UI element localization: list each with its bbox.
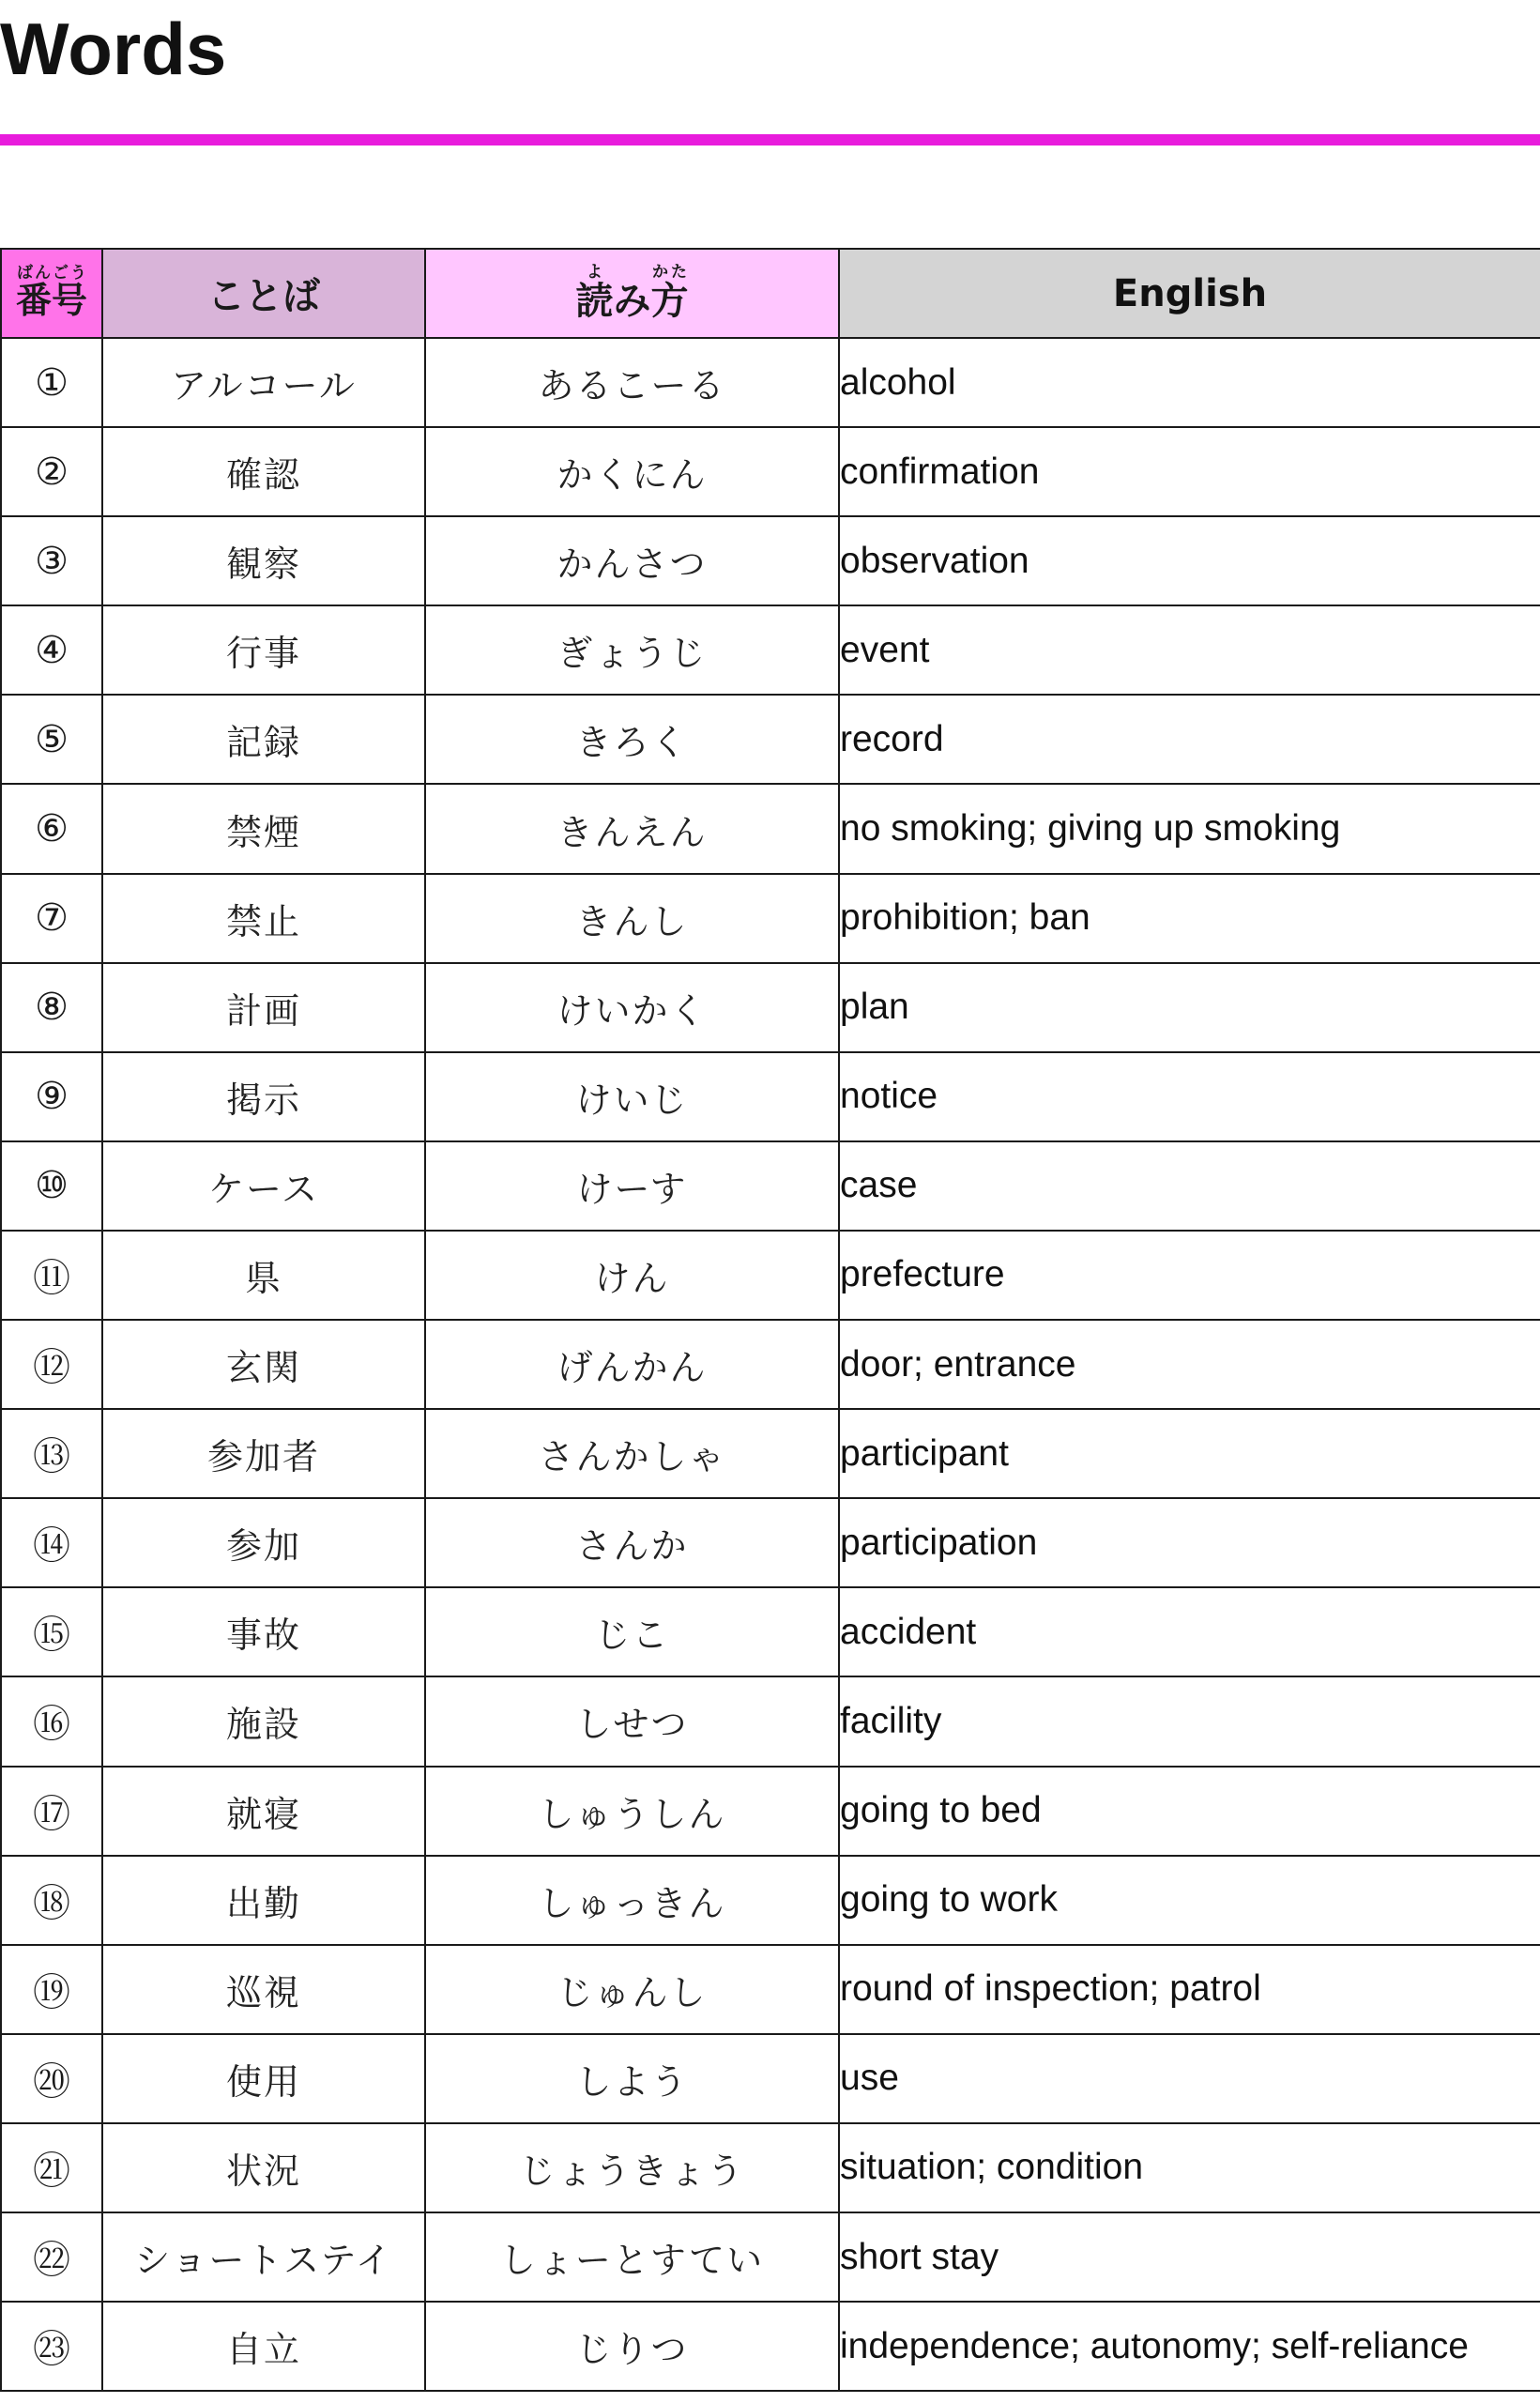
row-reading: しよう: [425, 2034, 839, 2123]
row-english: no smoking; giving up smoking: [839, 784, 1540, 873]
table-row: [1, 1052, 1540, 1141]
row-word: 就寝: [102, 1767, 425, 1856]
table-row: [1, 963, 1540, 1052]
table-row: [1, 1676, 1540, 1766]
row-english: prefecture: [839, 1231, 1540, 1320]
row-number: ㉑: [1, 2123, 102, 2212]
table-row: [1, 2123, 1540, 2212]
table-row: [1, 516, 1540, 605]
row-reading: さんかしゃ: [425, 1409, 839, 1498]
row-word: 事故: [102, 1587, 425, 1676]
row-english: accident: [839, 1587, 1540, 1676]
row-word: 禁煙: [102, 784, 425, 873]
row-number: ⑮: [1, 1587, 102, 1676]
row-reading: けいかく: [425, 963, 839, 1052]
row-word: 使用: [102, 2034, 425, 2123]
header-number-label: 番号: [15, 280, 87, 321]
header-english: [839, 249, 1540, 338]
header-reading-furigana-2: かた: [650, 262, 689, 282]
row-english: plan: [839, 963, 1540, 1052]
row-english: door; entrance: [839, 1320, 1540, 1409]
table-row: [1, 1767, 1540, 1856]
row-word: 観察: [102, 516, 425, 605]
row-english: observation: [839, 516, 1540, 605]
table-row: [1, 1231, 1540, 1320]
header-reading: [425, 249, 839, 338]
table-row: [1, 874, 1540, 963]
row-reading: げんかん: [425, 1320, 839, 1409]
row-word: 確認: [102, 427, 425, 516]
table-row: [1, 338, 1540, 427]
title-divider: [0, 134, 1540, 145]
header-reading-furigana-1: よ: [575, 262, 614, 282]
row-word: 出勤: [102, 1856, 425, 1945]
table-row: [1, 605, 1540, 695]
table-row: [1, 2302, 1540, 2391]
row-reading: しゅうしん: [425, 1767, 839, 1856]
row-number: ⑩: [1, 1141, 102, 1231]
row-word: 行事: [102, 605, 425, 695]
table-row: [1, 1409, 1540, 1498]
row-reading: さんか: [425, 1498, 839, 1587]
row-word: 禁止: [102, 874, 425, 963]
row-reading: じこ: [425, 1587, 839, 1676]
row-number: ②: [1, 427, 102, 516]
row-number: ④: [1, 605, 102, 695]
row-reading: けーす: [425, 1141, 839, 1231]
row-number: ⑫: [1, 1320, 102, 1409]
header-reading-kanji-2: 方: [650, 279, 689, 323]
header-number: [1, 249, 102, 338]
row-number: ⑬: [1, 1409, 102, 1498]
row-number: ③: [1, 516, 102, 605]
table-row: [1, 784, 1540, 873]
row-english: case: [839, 1141, 1540, 1231]
row-word: ケース: [102, 1141, 425, 1231]
row-word: 状況: [102, 2123, 425, 2212]
row-reading: ぎょうじ: [425, 605, 839, 695]
table-row: [1, 427, 1540, 516]
row-number: ①: [1, 338, 102, 427]
header-english-label: English: [1112, 271, 1268, 315]
row-number: ⑳: [1, 2034, 102, 2123]
row-english: prohibition; ban: [839, 874, 1540, 963]
row-reading: しゅっきん: [425, 1856, 839, 1945]
vocabulary-table: [0, 248, 1540, 2392]
row-word: 参加者: [102, 1409, 425, 1498]
row-english: confirmation: [839, 427, 1540, 516]
row-number: ⑰: [1, 1767, 102, 1856]
row-number: ⑤: [1, 695, 102, 784]
table-header-row: [1, 249, 1540, 338]
vocabulary-body: [1, 338, 1540, 2391]
table-row: [1, 1856, 1540, 1945]
row-number: ⑥: [1, 784, 102, 873]
table-row: [1, 1498, 1540, 1587]
row-english: going to work: [839, 1856, 1540, 1945]
row-english: independence; autonomy; self-reliance: [839, 2302, 1540, 2391]
row-reading: きんえん: [425, 784, 839, 873]
header-word-label: ことば: [207, 275, 320, 318]
table-row: [1, 1945, 1540, 2034]
page-title: Words: [0, 8, 227, 90]
row-word: 県: [102, 1231, 425, 1320]
row-reading: かくにん: [425, 427, 839, 516]
row-word: 自立: [102, 2302, 425, 2391]
table-row: [1, 1141, 1540, 1231]
row-word: 施設: [102, 1676, 425, 1766]
row-reading: けん: [425, 1231, 839, 1320]
row-reading: じりつ: [425, 2302, 839, 2391]
row-reading: しせつ: [425, 1676, 839, 1766]
row-number: ㉓: [1, 2302, 102, 2391]
row-english: record: [839, 695, 1540, 784]
row-english: going to bed: [839, 1767, 1540, 1856]
row-reading: しょーとすてい: [425, 2212, 839, 2302]
row-word: ショートステイ: [102, 2212, 425, 2302]
row-english: participation: [839, 1498, 1540, 1587]
row-word: 計画: [102, 963, 425, 1052]
row-reading: かんさつ: [425, 516, 839, 605]
row-word: 記録: [102, 695, 425, 784]
row-word: 玄関: [102, 1320, 425, 1409]
row-word: 参加: [102, 1498, 425, 1587]
row-number: ⑦: [1, 874, 102, 963]
row-english: short stay: [839, 2212, 1540, 2302]
header-word: [102, 249, 425, 338]
row-english: event: [839, 605, 1540, 695]
row-word: 巡視: [102, 1945, 425, 2034]
row-reading: きろく: [425, 695, 839, 784]
row-english: situation; condition: [839, 2123, 1540, 2212]
header-number-furigana: ばんごう: [15, 264, 87, 283]
header-reading-kanji-1: 読: [575, 279, 614, 323]
row-english: participant: [839, 1409, 1540, 1498]
row-number: ⑪: [1, 1231, 102, 1320]
row-english: alcohol: [839, 338, 1540, 427]
table-row: [1, 1587, 1540, 1676]
row-reading: あるこーる: [425, 338, 839, 427]
row-number: ㉒: [1, 2212, 102, 2302]
table-row: [1, 1320, 1540, 1409]
row-reading: きんし: [425, 874, 839, 963]
row-word: アルコール: [102, 338, 425, 427]
row-number: ⑭: [1, 1498, 102, 1587]
row-english: use: [839, 2034, 1540, 2123]
row-number: ⑯: [1, 1676, 102, 1766]
table-row: [1, 695, 1540, 784]
row-word: 掲示: [102, 1052, 425, 1141]
row-number: ⑲: [1, 1945, 102, 2034]
row-reading: けいじ: [425, 1052, 839, 1141]
row-english: round of inspection; patrol: [839, 1945, 1540, 2034]
table-row: [1, 2034, 1540, 2123]
row-number: ⑱: [1, 1856, 102, 1945]
row-number: ⑧: [1, 963, 102, 1052]
row-reading: じょうきょう: [425, 2123, 839, 2212]
row-english: facility: [839, 1676, 1540, 1766]
row-reading: じゅんし: [425, 1945, 839, 2034]
header-reading-kana: み: [613, 279, 651, 323]
row-english: notice: [839, 1052, 1540, 1141]
row-number: ⑨: [1, 1052, 102, 1141]
table-row: [1, 2212, 1540, 2302]
